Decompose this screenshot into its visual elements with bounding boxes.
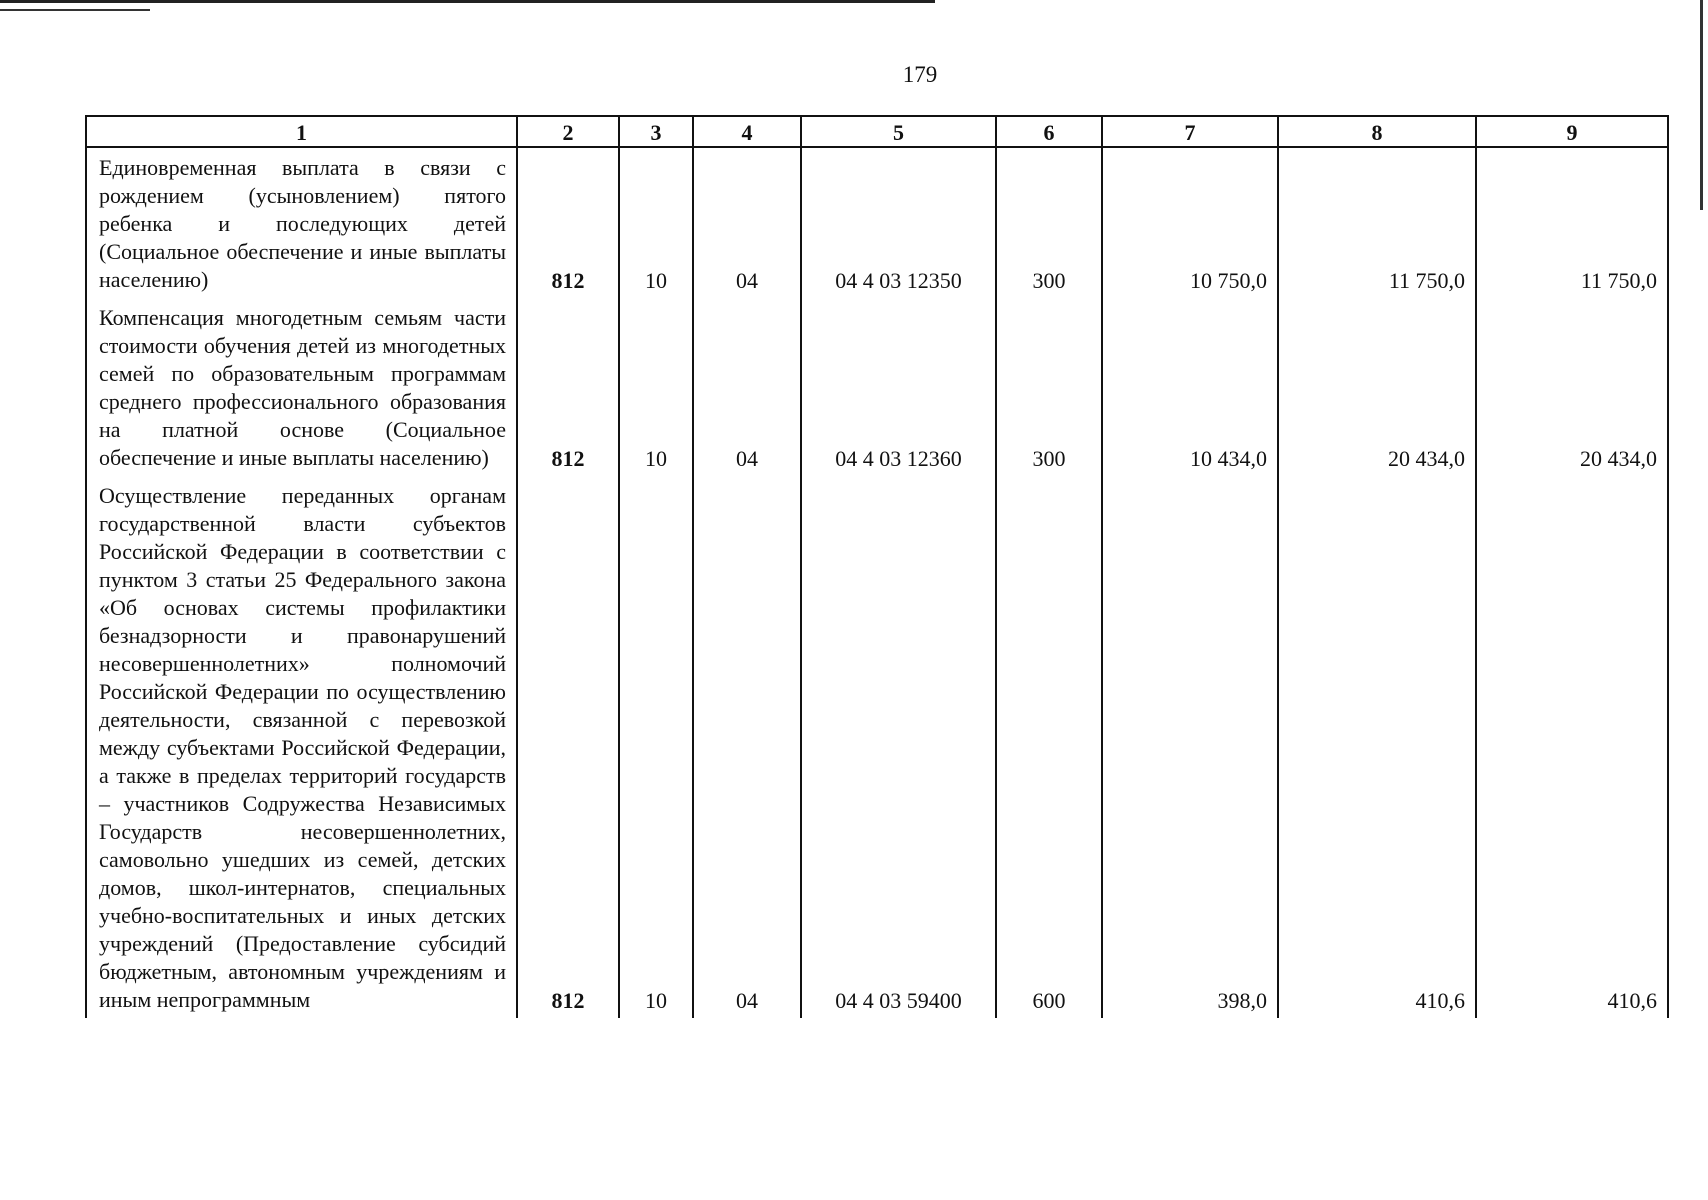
budget-table	[85, 115, 1669, 1018]
row-sum-7: 10 434,0	[1102, 298, 1278, 476]
row-description: Осуществление переданных органам государственной власти субъектов Российской Федерации в соответствии с пунктом 3 статьи 25 Федерального закона «Об основах системы профилактики безнадзорности и правонарушений несовершеннолетних» полномочий Российской Федерации по осуществлению деятельности, связанной с перевозкой между субъектами Российской Федерации, а также в пределах территорий государств – участников Содружества Независимых Государств несовершеннолетних, самовольно ушедших из семей, детских домов, школ-интернатов, специальных учебно-воспитательных и иных детских учреждений (Предоставление субсидий бюджетным, автономным учреждениям и иным непрограммным	[86, 476, 517, 1018]
row-target-code: 04 4 03 12360	[801, 298, 996, 476]
row-sum-8: 410,6	[1278, 476, 1476, 1018]
row-sum-8: 11 750,0	[1278, 147, 1476, 298]
row-section: 10	[619, 476, 693, 1018]
row-admin-code: 812	[517, 476, 619, 1018]
row-expense-type: 600	[996, 476, 1102, 1018]
table-header-row	[86, 116, 1668, 147]
row-sum-9: 20 434,0	[1476, 298, 1668, 476]
row-section: 10	[619, 147, 693, 298]
table-row	[86, 147, 1668, 298]
row-description: Единовременная выплата в связи с рождением (усыновлением) пятого ребенка и последующих детей (Социальное обеспечение и иные выплаты населению)	[86, 147, 517, 298]
column-header: 7	[1102, 116, 1278, 147]
scan-edge-line	[1700, 0, 1703, 210]
row-sum-7: 398,0	[1102, 476, 1278, 1018]
page-number: 179	[902, 62, 938, 87]
column-header: 8	[1278, 116, 1476, 147]
column-header: 2	[517, 116, 619, 147]
scan-edge-line	[0, 0, 935, 3]
row-sum-9: 410,6	[1476, 476, 1668, 1018]
table-row	[86, 298, 1668, 476]
row-sum-7: 10 750,0	[1102, 147, 1278, 298]
column-header: 5	[801, 116, 996, 147]
row-description: Компенсация многодетным семьям части стоимости обучения детей из многодетных семей по образовательным программам среднего профессионального образования на платной основе (Социальное обеспечение и иные выплаты населению)	[86, 298, 517, 476]
row-target-code: 04 4 03 59400	[801, 476, 996, 1018]
row-admin-code: 812	[517, 298, 619, 476]
row-expense-type: 300	[996, 298, 1102, 476]
column-header: 1	[86, 116, 517, 147]
row-admin-code: 812	[517, 147, 619, 298]
row-target-code: 04 4 03 12350	[801, 147, 996, 298]
column-header: 6	[996, 116, 1102, 147]
table-row	[86, 476, 1668, 1018]
row-sum-8: 20 434,0	[1278, 298, 1476, 476]
row-section: 10	[619, 298, 693, 476]
row-subsection: 04	[693, 476, 801, 1018]
column-header: 4	[693, 116, 801, 147]
row-sum-9: 11 750,0	[1476, 147, 1668, 298]
row-subsection: 04	[693, 298, 801, 476]
row-expense-type: 300	[996, 147, 1102, 298]
row-subsection: 04	[693, 147, 801, 298]
scan-edge-line	[0, 9, 150, 11]
column-header: 9	[1476, 116, 1668, 147]
column-header: 3	[619, 116, 693, 147]
